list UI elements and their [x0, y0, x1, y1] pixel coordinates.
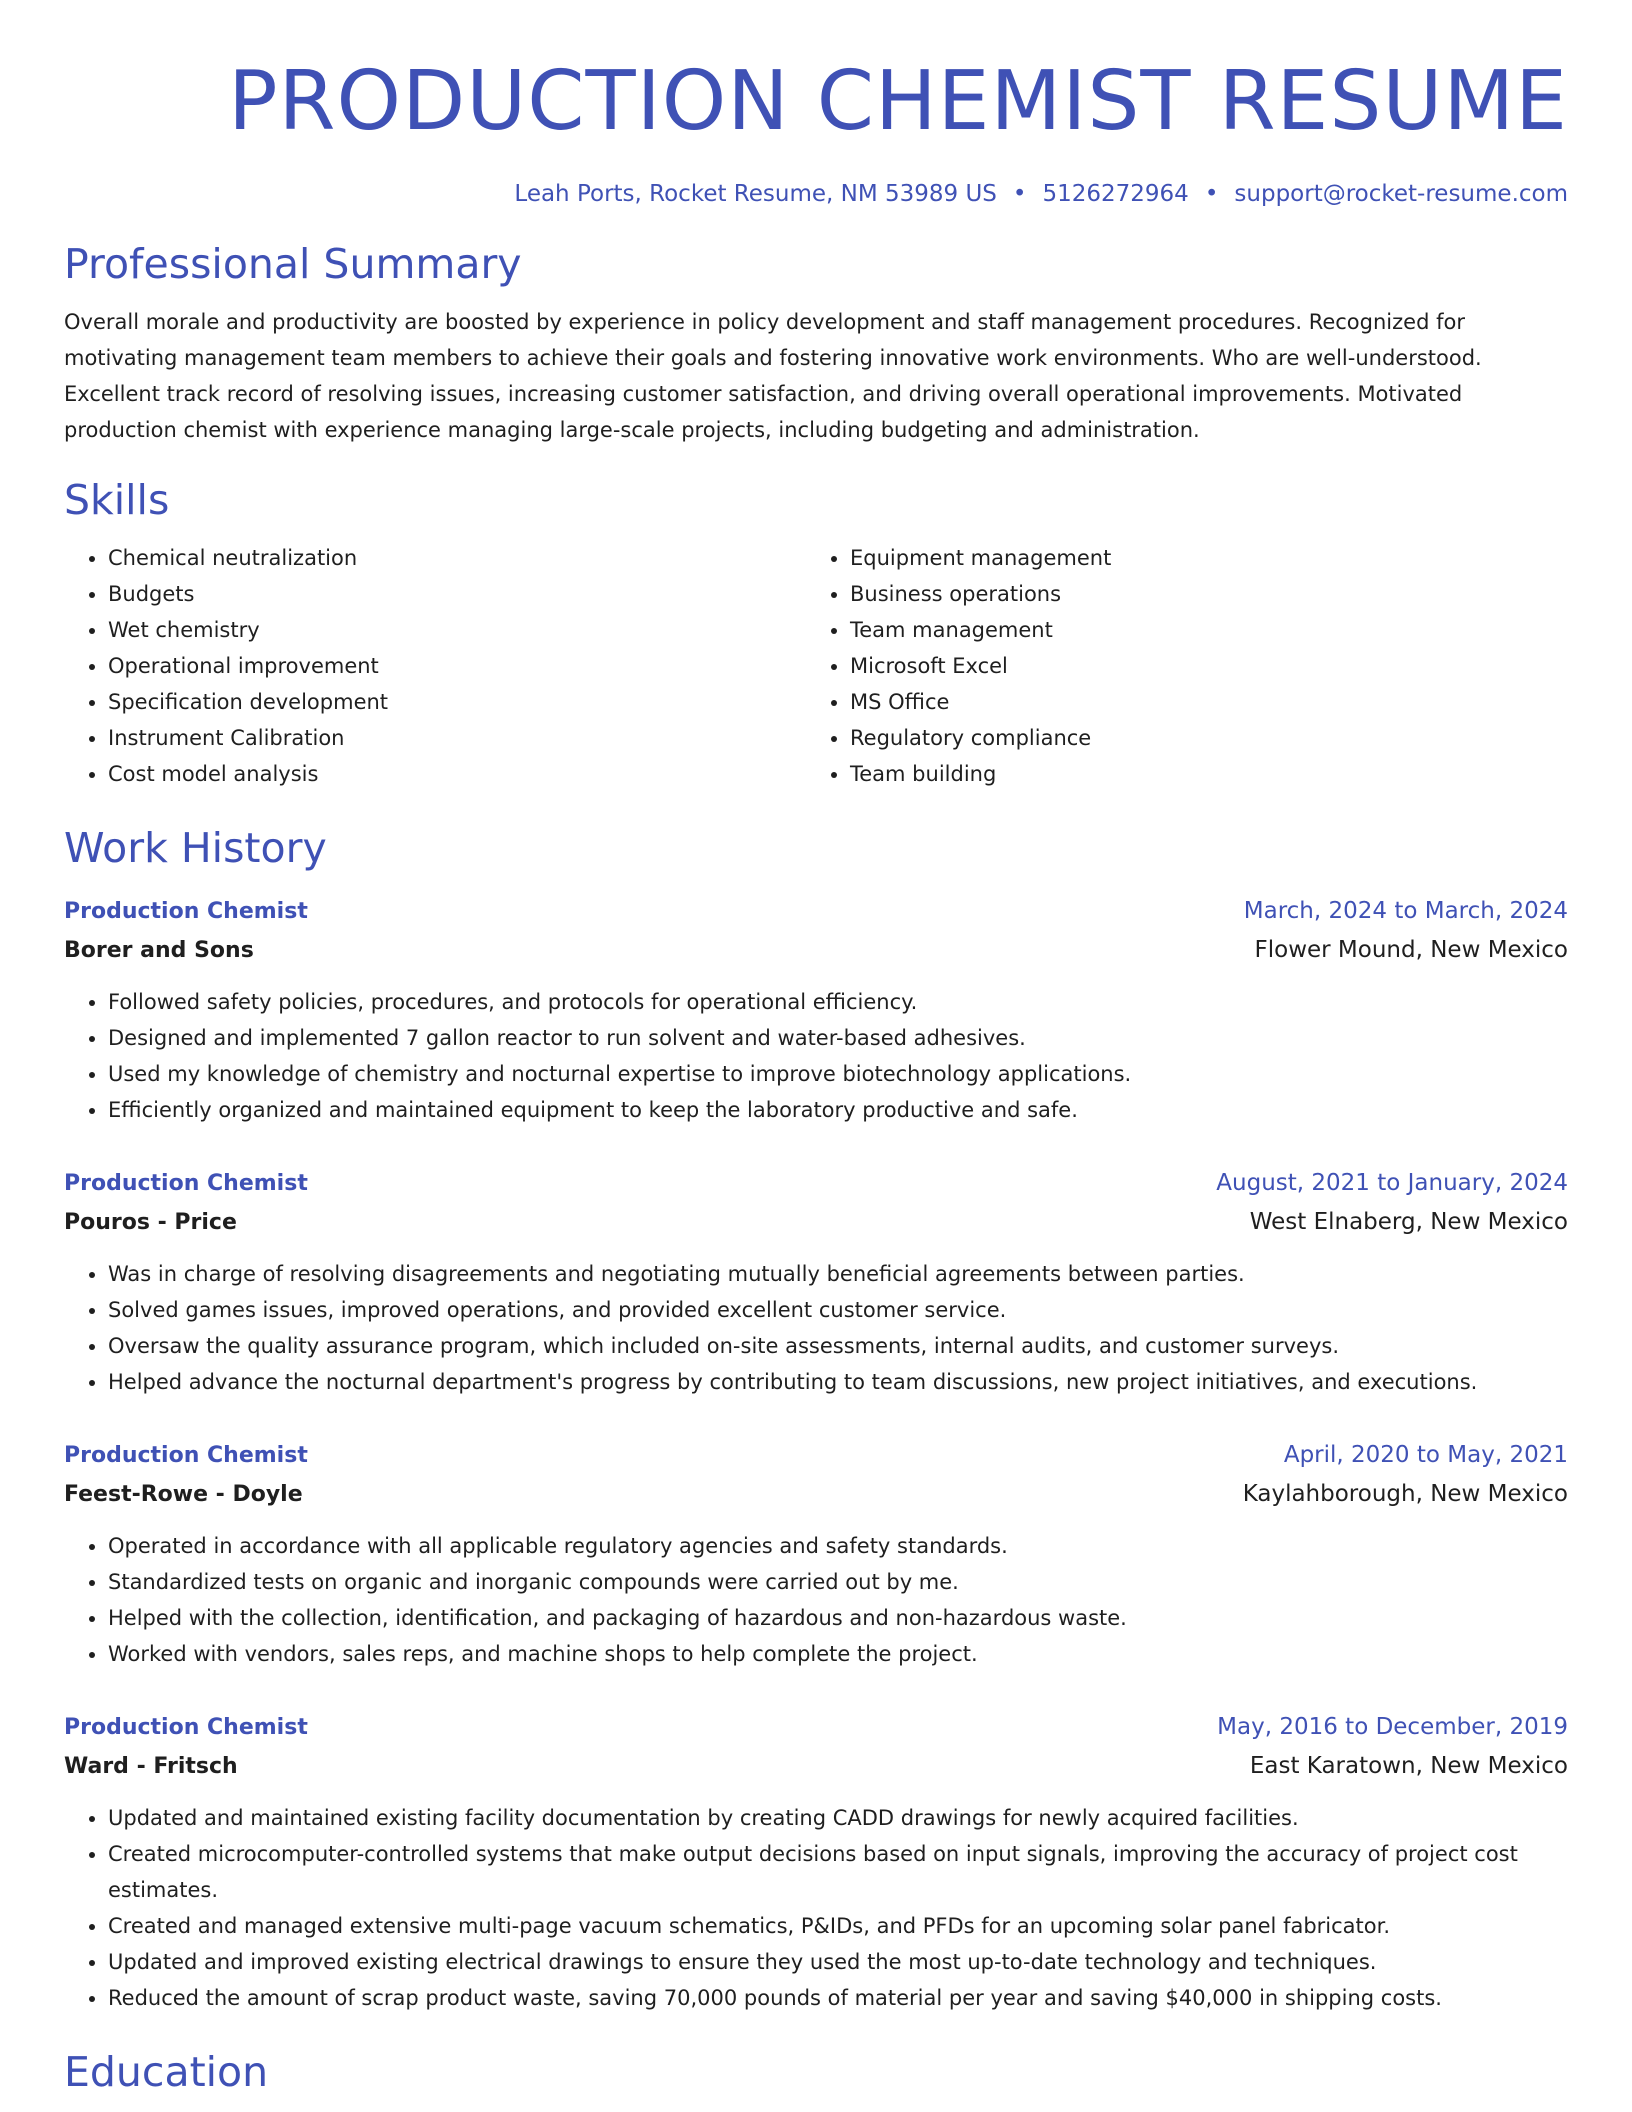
skills-heading: Skills	[64, 476, 170, 524]
job-bullet: • Used my knowledge of chemistry and nocturnal expertise to improve biotechnology applications.	[108, 1056, 1548, 1092]
skill-item: • Equipment management	[850, 540, 1550, 576]
summary-text: Overall morale and productivity are boosted by experience in policy development and staff management procedures. Recognized for motivating management team members to achieve their goals and fostering innovative work environments. Who are well-understood. Excellent track record of resolving issues, increasing customer satisfaction, and driving overall operational improvements. Motivated production chemist with experience managing large-scale projects, including budgeting and administration.	[64, 310, 1482, 442]
job-bullet: • Helped advance the nocturnal department's progress by contributing to team discussions, new project initiatives, and executions.	[108, 1364, 1548, 1400]
job-bullet: • Efficiently organized and maintained equipment to keep the laboratory productive and safe.	[108, 1092, 1548, 1128]
job-bullet: • Created microcomputer-controlled systems that make output decisions based on input signals, improving the accuracy of project cost estimates.	[108, 1836, 1548, 1908]
contact-line	[64, 178, 1568, 210]
work-history-heading: Work History	[64, 824, 327, 872]
skill-item: • Budgets	[108, 576, 806, 612]
skill-item: • Wet chemistry	[108, 612, 806, 648]
job-bullet: • Updated and improved existing electrical drawings to ensure they used the most up-to-date technology and techniques.	[108, 1944, 1548, 1980]
skill-item: • Instrument Calibration	[108, 720, 806, 756]
job-title: Production Chemist	[64, 1715, 308, 1740]
skill-item: • MS Office	[850, 684, 1550, 720]
skill-item: • Chemical neutralization	[108, 540, 806, 576]
job-bullet: • Followed safety policies, procedures, and protocols for operational efficiency.	[108, 984, 1548, 1020]
job-company: Feest-Rowe - Doyle	[64, 1482, 303, 1507]
contact-separator: •	[1012, 181, 1027, 207]
resume-title: PRODUCTION CHEMIST RESUME	[228, 54, 1568, 149]
job-bullets	[64, 1528, 1568, 1672]
job-bullet: • Reduced the amount of scrap product waste, saving 70,000 pounds of material per year and saving $40,000 in shipping costs.	[108, 1980, 1548, 2016]
skills-column-right	[806, 540, 1550, 792]
job-dates: August, 2021 to January, 2024	[1216, 1170, 1568, 1196]
skills-column-left	[64, 540, 806, 792]
contact-address: Leah Ports, Rocket Resume, NM 53989 US	[514, 181, 997, 207]
skill-item: • Team management	[850, 612, 1550, 648]
job-entry	[64, 892, 1568, 1128]
resume-page	[64, 0, 1568, 2098]
job-entry	[64, 1436, 1568, 1672]
job-location: Kaylahborough, New Mexico	[1242, 1481, 1568, 1507]
skill-item: • Specification development	[108, 684, 806, 720]
job-entry	[64, 1708, 1568, 2016]
job-location: West Elnaberg, New Mexico	[1249, 1209, 1568, 1235]
job-entry	[64, 1164, 1568, 1400]
skills-list	[64, 540, 1568, 792]
job-company: Pouros - Price	[64, 1210, 237, 1235]
education-heading: Education	[64, 2048, 269, 2096]
skill-item: • Team building	[850, 756, 1550, 792]
job-bullet: • Helped with the collection, identification, and packaging of hazardous and non-hazardous waste.	[108, 1600, 1548, 1636]
job-title: Production Chemist	[64, 1171, 308, 1196]
job-dates: May, 2016 to December, 2019	[1217, 1714, 1568, 1740]
job-location: East Karatown, New Mexico	[1249, 1753, 1568, 1779]
job-bullets	[64, 1256, 1568, 1400]
job-bullet: • Standardized tests on organic and inorganic compounds were carried out by me.	[108, 1564, 1548, 1600]
skill-item: • Business operations	[850, 576, 1550, 612]
job-bullet: • Was in charge of resolving disagreements and negotiating mutually beneficial agreements between parties.	[108, 1256, 1548, 1292]
job-location: Flower Mound, New Mexico	[1254, 937, 1568, 963]
job-bullet: • Created and managed extensive multi-page vacuum schematics, P&IDs, and PFDs for an upcoming solar panel fabricator.	[108, 1908, 1548, 1944]
summary-heading: Professional Summary	[64, 240, 522, 288]
job-company: Ward - Fritsch	[64, 1754, 238, 1779]
contact-email: support@rocket-resume.com	[1234, 181, 1568, 207]
job-dates: April, 2020 to May, 2021	[1283, 1442, 1568, 1468]
job-bullet: • Oversaw the quality assurance program, which included on-site assessments, internal audits, and customer surveys.	[108, 1328, 1548, 1364]
skill-item: • Cost model analysis	[108, 756, 806, 792]
job-bullet: • Worked with vendors, sales reps, and machine shops to help complete the project.	[108, 1636, 1548, 1672]
skill-item: • Regulatory compliance	[850, 720, 1550, 756]
skill-item: • Operational improvement	[108, 648, 806, 684]
job-bullet: • Solved games issues, improved operations, and provided excellent customer service.	[108, 1292, 1548, 1328]
contact-phone: 5126272964	[1042, 181, 1189, 207]
job-title: Production Chemist	[64, 1443, 308, 1468]
job-bullets	[64, 1800, 1568, 2016]
job-bullet: • Updated and maintained existing facility documentation by creating CADD drawings for newly acquired facilities.	[108, 1800, 1548, 1836]
job-bullet: • Operated in accordance with all applicable regulatory agencies and safety standards.	[108, 1528, 1548, 1564]
job-title: Production Chemist	[64, 899, 308, 924]
contact-separator: •	[1204, 181, 1219, 207]
job-bullets	[64, 984, 1568, 1128]
job-dates: March, 2024 to March, 2024	[1243, 898, 1568, 924]
job-bullet: • Designed and implemented 7 gallon reactor to run solvent and water-based adhesives.	[108, 1020, 1548, 1056]
job-company: Borer and Sons	[64, 938, 254, 963]
skill-item: • Microsoft Excel	[850, 648, 1550, 684]
